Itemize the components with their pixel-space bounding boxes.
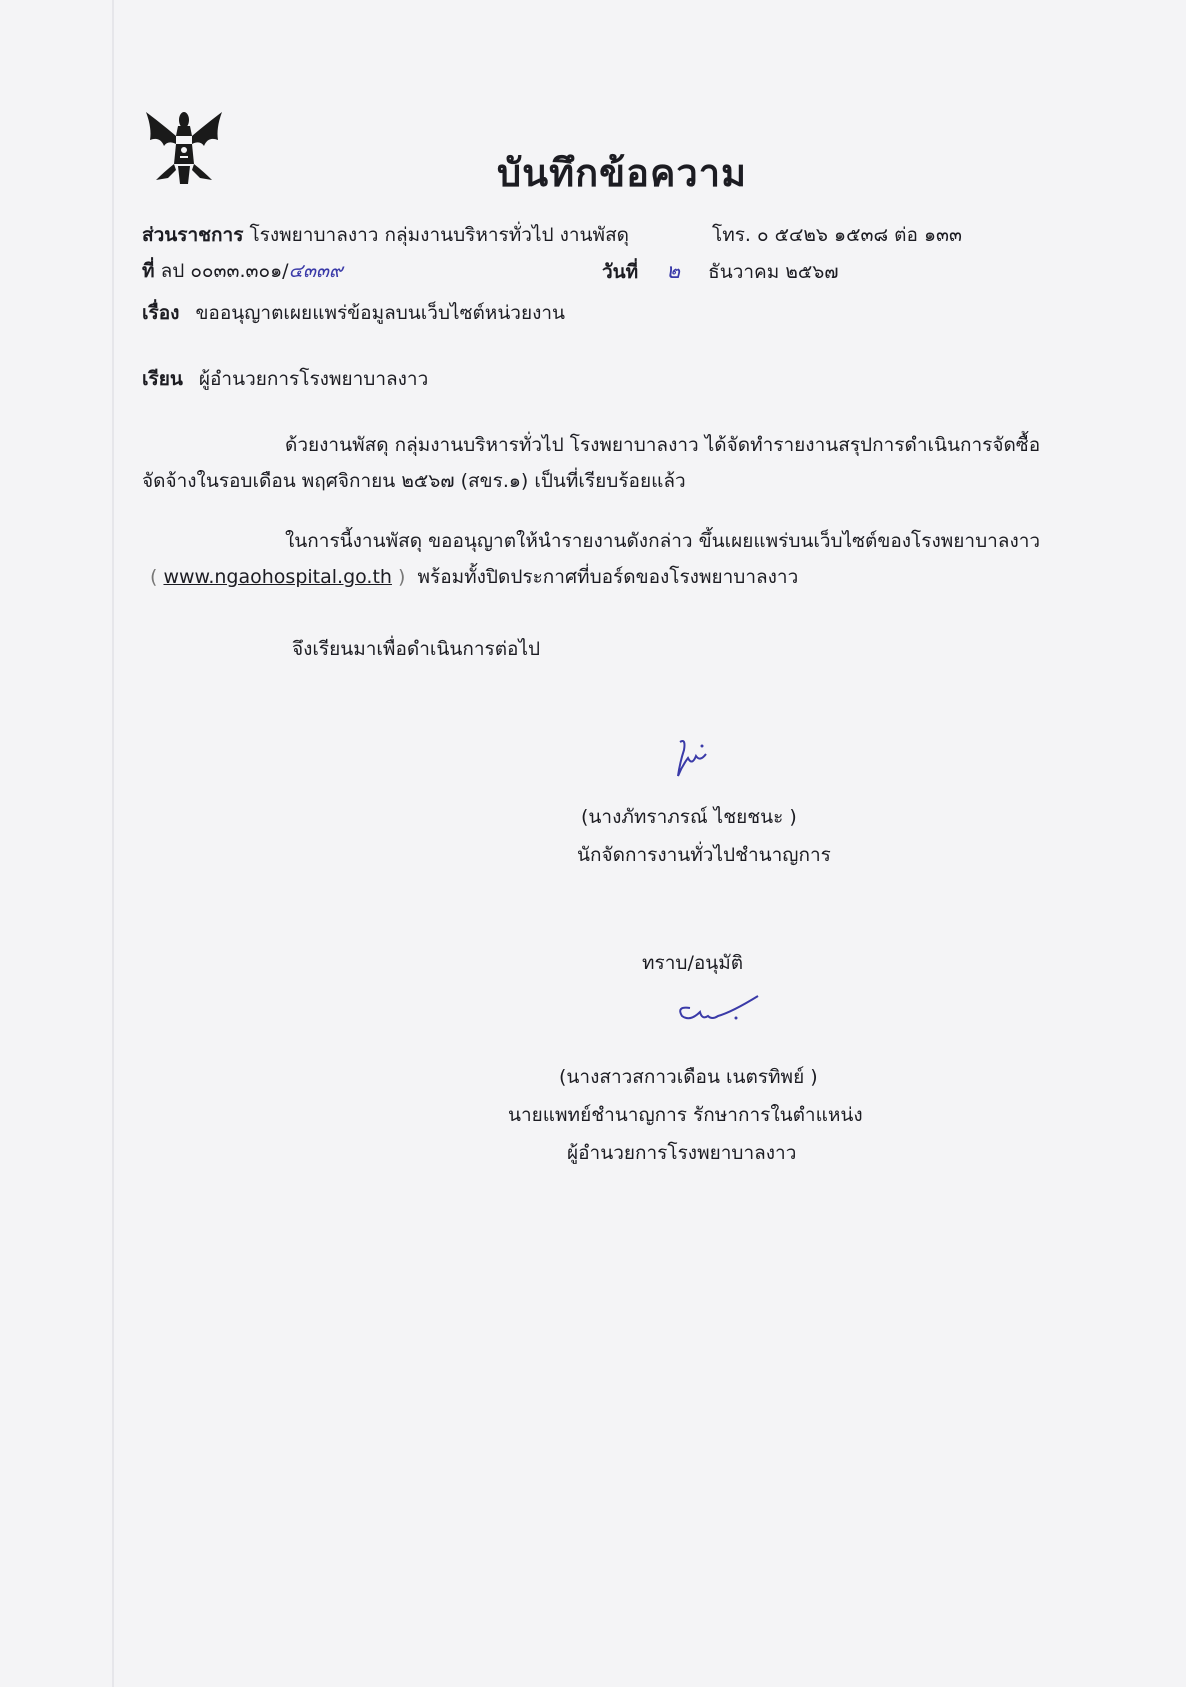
- url-close-paren: ): [398, 566, 406, 588]
- phone-number: โทร. ๐ ๕๔๒๖ ๑๕๓๘ ต่อ ๑๓๓: [712, 224, 962, 246]
- paragraph-1-line-2: จัดจ้างในรอบเดือน พฤศจิกายน ๒๕๖๗ (สขร.๑) เป็นที่เรียบร้อยแล้ว: [142, 470, 686, 492]
- date-line: [602, 258, 839, 285]
- garuda-emblem-icon: [142, 106, 226, 188]
- paragraph-1-line-1: ด้วยงานพัสดุ กลุ่มงานบริหารทั่วไป โรงพยาบาลงาว ได้จัดทำรายงานสรุปการดำเนินการจัดซื้อ: [285, 434, 1041, 456]
- reference-line: [142, 258, 343, 284]
- subject-line: [142, 300, 565, 326]
- page-edge: [112, 0, 114, 1687]
- agency-label: ส่วนราชการ: [142, 224, 244, 246]
- date-label: วันที่: [602, 261, 639, 283]
- subject-value: ขออนุญาตเผยแพร่ข้อมูลบนเว็บไซต์หน่วยงาน: [195, 302, 566, 324]
- signature-2-mark: [672, 990, 764, 1026]
- signer-1-name: (นางภัทราภรณ์ ไชยชนะ ): [581, 806, 797, 828]
- date-month-year: ธันวาคม ๒๕๖๗: [708, 261, 839, 283]
- approver-position-2: ผู้อำนวยการโรงพยาบาลงาว: [567, 1142, 797, 1164]
- subject-label: เรื่อง: [142, 302, 180, 324]
- date-day-handwritten: ๒: [666, 259, 681, 283]
- paragraph-2-rest: พร้อมทั้งปิดประกาศที่บอร์ดของโรงพยาบาลงาว: [417, 566, 799, 588]
- hospital-website-link[interactable]: www.ngaohospital.go.th: [163, 566, 392, 588]
- signer-1-position: นักจัดการงานทั่วไปชำนาญการ: [577, 844, 831, 866]
- agency-value: โรงพยาบาลงาว กลุ่มงานบริหารทั่วไป งานพัสดุ: [249, 224, 630, 246]
- addressee-line: [142, 366, 428, 392]
- addressee-value: ผู้อำนวยการโรงพยาบาลงาว: [198, 368, 429, 390]
- approver-name: (นางสาวสกาวเดือน เนตรทิพย์ ): [559, 1066, 818, 1088]
- page-title: บันทึกข้อความ: [497, 151, 748, 195]
- signature-1-mark: [672, 736, 712, 782]
- addressee-label: เรียน: [142, 368, 183, 390]
- reference-label: ที่: [142, 260, 155, 282]
- reference-handwritten-number: ๔๓๓๙: [288, 260, 343, 282]
- closing-line: จึงเรียนมาเพื่อดำเนินการต่อไป: [292, 638, 541, 660]
- paragraph-2-line-1: ในการนี้งานพัสดุ ขออนุญาตให้นำรายงานดังกล่าว ขึ้นเผยแพร่บนเว็บไซต์ของโรงพยาบาลงาว: [285, 530, 1041, 552]
- url-open-paren: (: [150, 566, 158, 588]
- reference-prefix: ลป ๐๐๓๓.๓๐๑/: [160, 260, 289, 282]
- paragraph-2-line-2: [150, 564, 798, 590]
- agency-line: [142, 222, 629, 248]
- approval-label: ทราบ/อนุมัติ: [642, 952, 744, 974]
- approver-position-1: นายแพทย์ชำนาญการ รักษาการในตำแหน่ง: [508, 1104, 863, 1126]
